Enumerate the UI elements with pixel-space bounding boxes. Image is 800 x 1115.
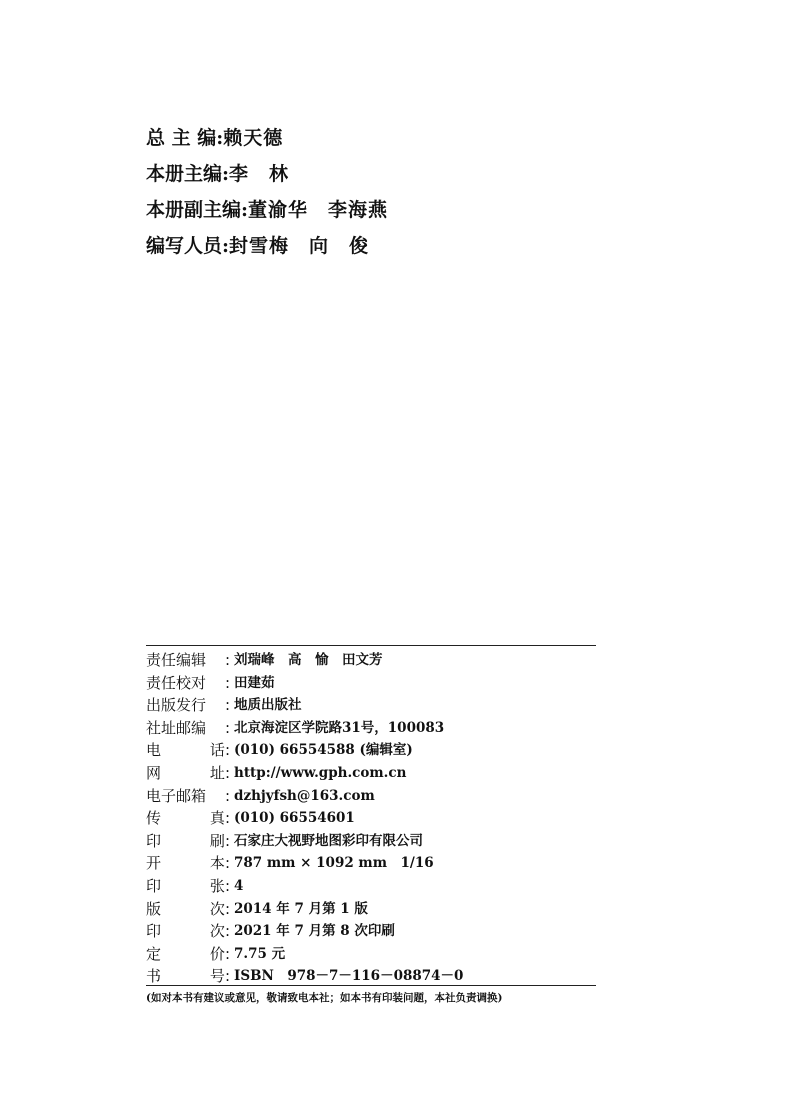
publication-row	[146, 694, 596, 717]
publication-row	[146, 898, 596, 921]
pub-label: 责任校对 :	[146, 673, 230, 692]
pub-label: 印 张:	[146, 876, 230, 895]
editor-role: 编写人员	[146, 235, 223, 257]
editor-row	[146, 156, 388, 192]
pub-value: dzhjyfsh@163.com	[234, 787, 375, 804]
editor-role: 本册副主编	[146, 199, 242, 221]
pub-value: 2014 年 7 月第 1 版	[234, 900, 368, 917]
top-divider	[146, 645, 596, 646]
editor-names: 李 林	[229, 163, 290, 185]
pub-value: 787 mm × 1092 mm 1/16	[234, 855, 434, 872]
publication-row	[146, 943, 596, 966]
bottom-divider	[146, 985, 596, 986]
publication-info	[146, 649, 596, 988]
editor-role: 本册主编	[146, 163, 223, 185]
publication-row	[146, 649, 596, 672]
pub-label: 书 号:	[146, 967, 230, 986]
editor-separator: :	[241, 199, 249, 221]
pub-value: 刘瑞峰 高 愉 田文芳	[234, 652, 383, 668]
pub-label: 开 本:	[146, 854, 230, 873]
pub-value: 石家庄大视野地图彩印有限公司	[234, 832, 423, 849]
editor-names: 赖天德	[223, 127, 284, 149]
editor-names: 封雪梅 向 俊	[229, 235, 370, 257]
pub-label: 出版发行 :	[146, 696, 230, 715]
feedback-note: (如对本书有建议或意见，敬请致电本社；如本书有印装问题，本社负责调换)	[146, 992, 503, 1004]
editor-row	[146, 192, 388, 228]
pub-value: 地质出版社	[234, 697, 302, 714]
pub-value: (010) 66554588 (编辑室)	[234, 742, 413, 759]
editor-separator: :	[222, 235, 230, 257]
publication-row	[146, 762, 596, 785]
pub-label: 版 次:	[146, 899, 230, 918]
pub-label: 电子邮箱 :	[146, 786, 230, 805]
editor-credits	[146, 120, 388, 264]
pub-value: 7.75 元	[234, 945, 286, 962]
editor-separator: :	[222, 163, 230, 185]
publication-row	[146, 717, 596, 740]
editor-separator: :	[216, 127, 224, 149]
pub-label: 责任编辑 :	[146, 651, 230, 669]
pub-value: ISBN 978－7－116－08874－0	[234, 968, 464, 985]
publication-row	[146, 739, 596, 762]
publication-row	[146, 785, 596, 808]
pub-value: 2021 年 7 月第 8 次印刷	[234, 923, 395, 940]
editor-names: 董渝华 李海燕	[248, 199, 389, 221]
editor-row	[146, 228, 388, 264]
pub-label: 社址邮编 :	[146, 718, 230, 737]
publication-row	[146, 672, 596, 695]
publication-row	[146, 852, 596, 875]
pub-value: 4	[234, 877, 244, 894]
publication-row	[146, 920, 596, 943]
pub-value: (010) 66554601	[234, 810, 355, 827]
pub-label: 电 话:	[146, 741, 230, 760]
pub-label: 网 址:	[146, 763, 230, 782]
publication-row	[146, 875, 596, 898]
editor-role: 总 主 编	[146, 127, 217, 149]
pub-value: 田建茹	[234, 674, 275, 691]
pub-value: http://www.gph.com.cn	[234, 764, 407, 781]
pub-label: 传 真:	[146, 809, 230, 828]
pub-label: 印 刷:	[146, 831, 230, 850]
publication-row	[146, 807, 596, 830]
editor-row	[146, 120, 388, 156]
pub-value: 北京海淀区学院路31号，100083	[234, 719, 445, 736]
publication-row	[146, 830, 596, 853]
pub-label: 定 价:	[146, 944, 230, 963]
pub-label: 印 次:	[146, 922, 230, 941]
